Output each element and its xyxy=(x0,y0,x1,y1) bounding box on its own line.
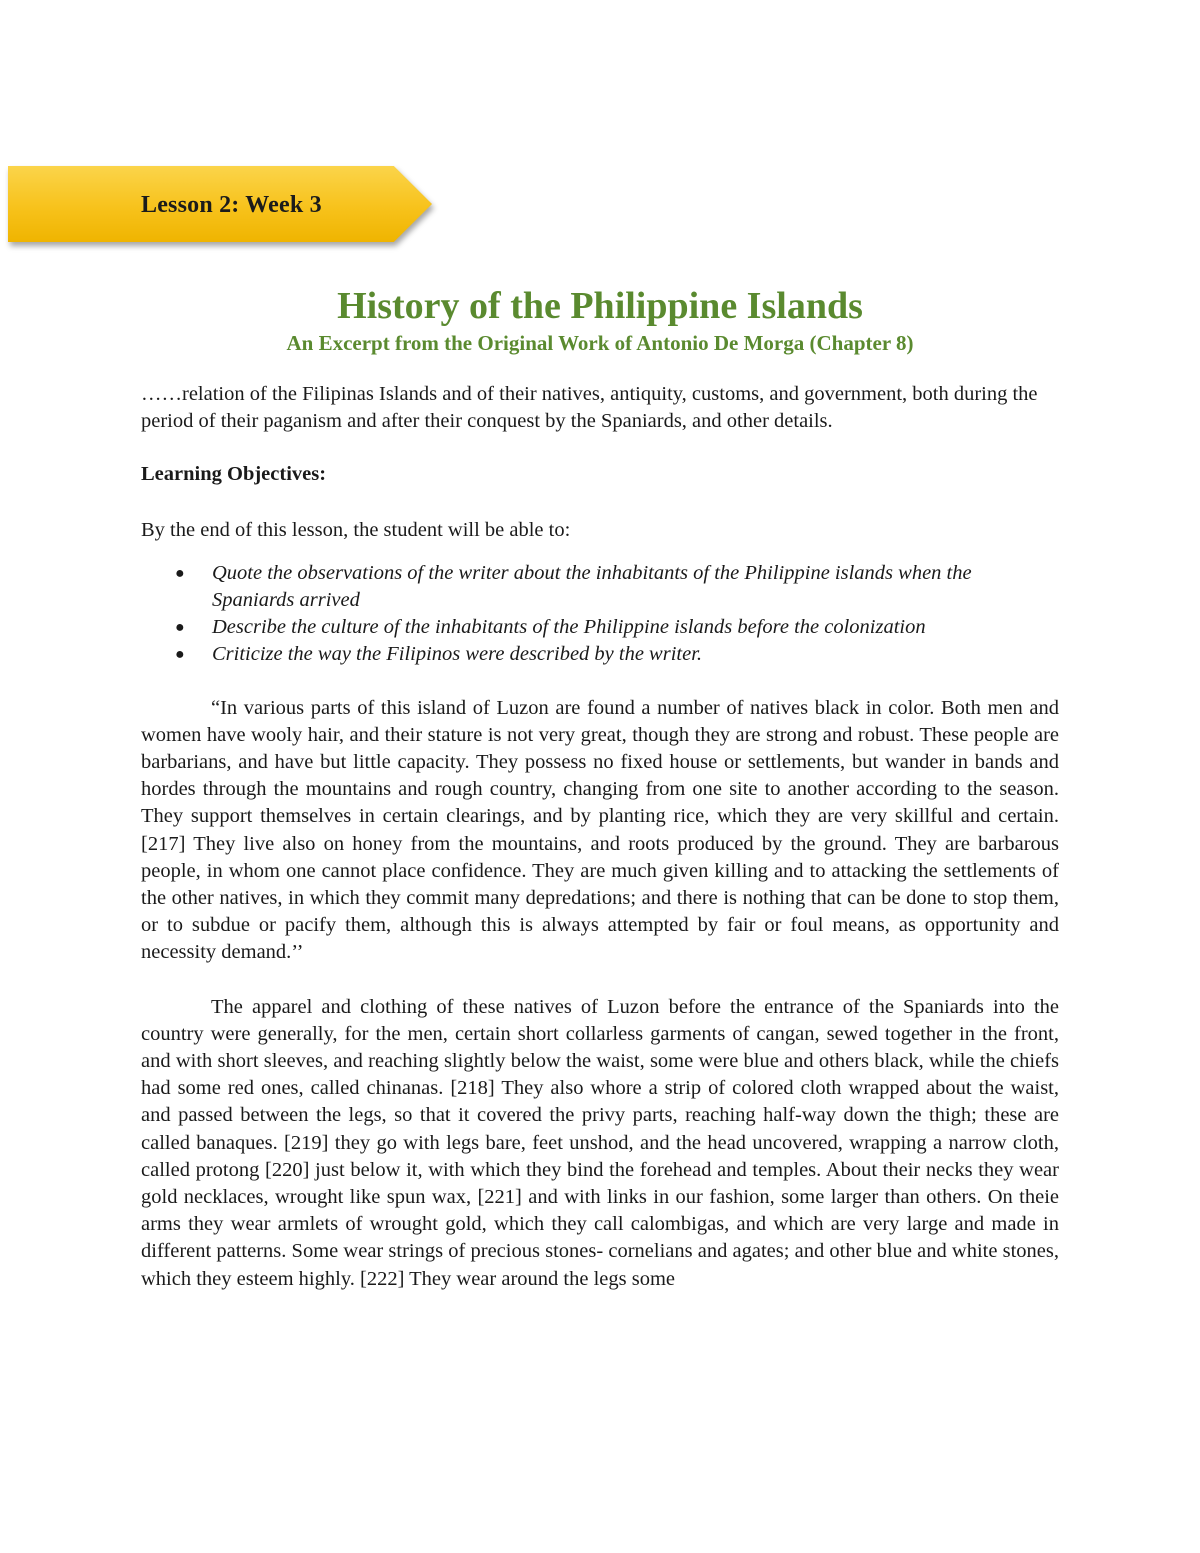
bullet-icon: ● xyxy=(175,646,185,664)
objective-item xyxy=(175,641,1059,668)
objective-text: Criticize the way the Filipinos were described by the writer. xyxy=(212,643,703,666)
objective-item xyxy=(175,560,1059,614)
objective-text: Describe the culture of the inhabitants of the Philippine islands before the colonization xyxy=(212,616,926,639)
objectives-lead: By the end of this lesson, the student will be able to: xyxy=(141,518,571,541)
page-title: History of the Philippine Islands xyxy=(337,285,863,327)
page-subtitle: An Excerpt from the Original Work of Antonio De Morga (Chapter 8) xyxy=(286,331,914,355)
lesson-banner xyxy=(8,166,432,242)
objectives-heading: Learning Objectives: xyxy=(141,463,327,486)
lesson-label: Lesson 2: Week 3 xyxy=(141,192,322,218)
objective-text: Quote the observations of the writer about the inhabitants of the Philippine islands when the Spaniards arrived xyxy=(212,561,972,612)
objectives-list xyxy=(141,560,1059,669)
bullet-icon: ● xyxy=(175,619,185,637)
quote-paragraph: “In various parts of this island of Luzon are found a number of natives black in color. Both men and women have wooly hair, and their stature is not very great, though they are strong and robust. These people are barbarians, and have but little capacity. They possess no fixed house or settlements, but wander in bands and hordes through the mountains and rough country, changing from one site to another according to the season. They support themselves in certain clearings, and by planting rice, which they are very skillful and certain. [217] They live also on honey from the mountains, and roots produced by the ground. They are barbarous people, in whom one cannot place confidence. They are much given killing and to attacking the settlements of the other natives, in which they commit many depredations; and there is nothing that can be done to stop them, or to subdue or pacify them, although this is always attempted by fair or foul means, as opportunity and necessity demand.’’ xyxy=(141,696,1059,964)
intro-paragraph: ……relation of the Filipinas Islands and of their natives, antiquity, customs, and government, both during the period of their paganism and after their conquest by the Spaniards, and other details. xyxy=(141,383,1038,433)
apparel-paragraph: The apparel and clothing of these natives of Luzon before the entrance of the Spaniards into the country were generally, for the men, certain short collarless garments of cangan, sewed together in the front, and with short sleeves, and reaching slightly below the waist, some were blue and others black, while the chiefs had some red ones, called chinanas. [218] They also whore a strip of colored cloth wrapped about the waist, and passed between the legs, so that it covered the privy parts, reaching half-way down the thigh; these are called banaques. [219] they go with legs bare, feet unshod, and the head uncovered, wrapping a narrow cloth, called protong [220] just below it, with which they bind the forehead and temples. About their necks they wear gold necklaces, wrought like spun wax, [221] and with links in our fashion, some larger than others. On theie arms they wear armlets of wrought gold, which they call calombigas, and which are very large and made in different patterns. Some wear strings of precious stones- cornelians and agates; and other blue and white stones, which they esteem highly. [222] They wear around the legs some xyxy=(141,995,1059,1290)
document-body xyxy=(141,381,1059,1293)
bullet-icon: ● xyxy=(175,564,185,582)
objective-item xyxy=(175,614,1059,641)
